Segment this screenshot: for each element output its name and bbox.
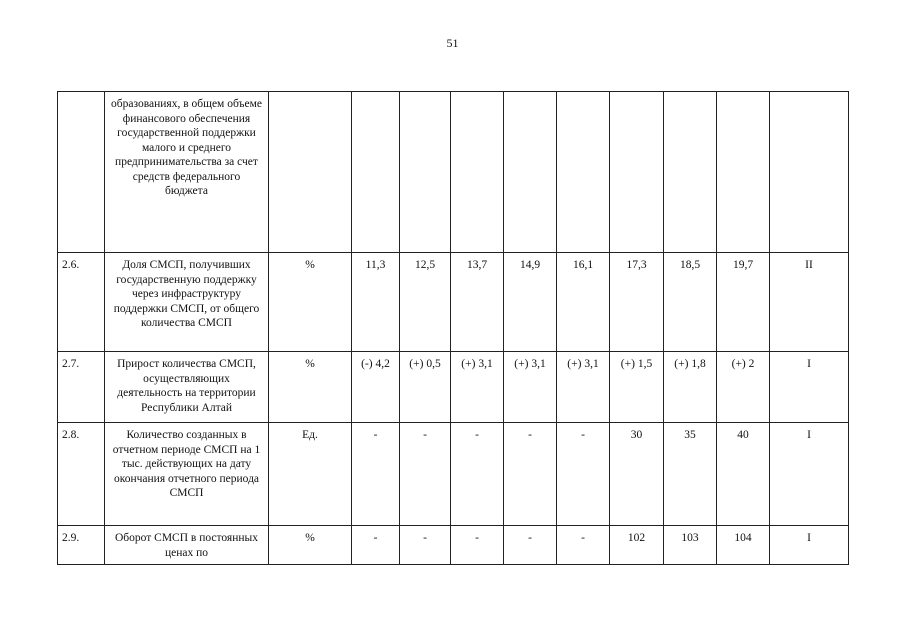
indicator-description: Доля СМСП, получивших государственную поддержку через инфраструктуру поддержки СМСП, от общего количества СМСП (105, 253, 269, 352)
value-cell: - (504, 526, 557, 565)
page-number: 51 (446, 36, 459, 50)
value-cell: (+) 0,5 (400, 352, 451, 423)
value-cell: 18,5 (664, 253, 717, 352)
value-cell (717, 92, 770, 253)
category-cell (770, 92, 849, 253)
indicators-table (57, 91, 849, 565)
value-cell: - (451, 526, 504, 565)
value-cell: - (400, 526, 451, 565)
value-cell: (+) 3,1 (557, 352, 610, 423)
value-cell: 102 (610, 526, 664, 565)
value-cell: (+) 3,1 (451, 352, 504, 423)
value-cell: 40 (717, 423, 770, 526)
unit-cell: Ед. (269, 423, 352, 526)
unit-cell (269, 92, 352, 253)
value-cell (610, 92, 664, 253)
value-cell: - (504, 423, 557, 526)
value-cell: - (352, 526, 400, 565)
table-row (58, 253, 849, 352)
row-number: 2.9. (58, 526, 105, 565)
indicator-description: Оборот СМСП в постоянных ценах по (105, 526, 269, 565)
table-body (58, 92, 849, 565)
value-cell: - (400, 423, 451, 526)
unit-cell: % (269, 253, 352, 352)
indicator-description: Количество созданных в отчетном периоде СМСП на 1 тыс. действующих на дату окончания отчетного периода СМСП (105, 423, 269, 526)
value-cell (504, 92, 557, 253)
category-cell: I (770, 526, 849, 565)
value-cell (451, 92, 504, 253)
unit-cell: % (269, 526, 352, 565)
value-cell: 17,3 (610, 253, 664, 352)
category-cell: II (770, 253, 849, 352)
value-cell: 104 (717, 526, 770, 565)
value-cell: 14,9 (504, 253, 557, 352)
indicator-description: образованиях, в общем объеме финансового обеспечения государственной поддержки малого и среднего предпринимательства за счет средств федерального бюджета (105, 92, 269, 253)
row-number: 2.6. (58, 253, 105, 352)
value-cell (400, 92, 451, 253)
row-number (58, 92, 105, 253)
value-cell: - (557, 423, 610, 526)
value-cell: (+) 2 (717, 352, 770, 423)
value-cell: 11,3 (352, 253, 400, 352)
table-row (58, 92, 849, 253)
category-cell: I (770, 352, 849, 423)
value-cell (557, 92, 610, 253)
table-row (58, 352, 849, 423)
value-cell: 19,7 (717, 253, 770, 352)
value-cell (664, 92, 717, 253)
unit-cell: % (269, 352, 352, 423)
value-cell: 30 (610, 423, 664, 526)
indicator-description: Прирост количества СМСП, осуществляющих деятельность на территории Республики Алтай (105, 352, 269, 423)
value-cell: (+) 1,5 (610, 352, 664, 423)
table-row (58, 423, 849, 526)
value-cell: - (557, 526, 610, 565)
category-cell: I (770, 423, 849, 526)
value-cell (352, 92, 400, 253)
value-cell: 35 (664, 423, 717, 526)
value-cell: 12,5 (400, 253, 451, 352)
value-cell: (-) 4,2 (352, 352, 400, 423)
value-cell: - (451, 423, 504, 526)
row-number: 2.8. (58, 423, 105, 526)
value-cell: (+) 1,8 (664, 352, 717, 423)
value-cell: 13,7 (451, 253, 504, 352)
value-cell: (+) 3,1 (504, 352, 557, 423)
value-cell: 16,1 (557, 253, 610, 352)
row-number: 2.7. (58, 352, 105, 423)
value-cell: - (352, 423, 400, 526)
table-row (58, 526, 849, 565)
value-cell: 103 (664, 526, 717, 565)
